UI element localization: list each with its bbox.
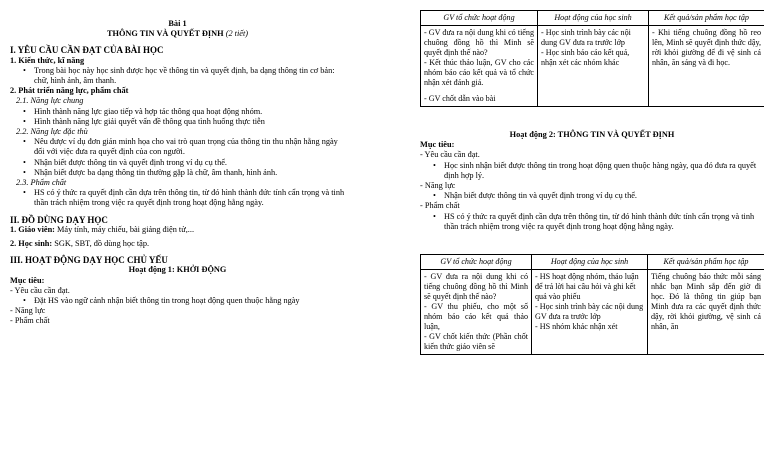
cell-paragraph: Tiếng chuông báo thức mỗi sáng nhắc bạn Minh sắp đến giờ đi học. Đó là thông tin giúp bạn Minh đưa ra các quyết định thức dậy, rời khỏi giường, vệ sinh cá nhân, ăn [651,272,761,332]
activity-1-title: Hoạt động 1: KHỞI ĐỘNG [128,265,227,275]
cell-paragraph: - Kết thúc thảo luận, GV cho các nhóm báo cáo kết quả và tổ chức nhận xét đánh giá. [424,58,534,87]
materials-student-label: 2. Học sinh: [10,239,53,249]
table-cell [648,270,765,355]
list-item: • Hình thành năng lực giao tiếp và hợp tác thông qua hoạt động nhóm. [10,107,345,117]
list-item: - Yêu cầu cần đạt. [420,150,480,160]
page-gutter [380,0,381,468]
lesson-duration: (2 tiết) [225,29,249,39]
lesson-number: Bài 1 [168,19,187,28]
list-item: - Phẩm chất [420,201,460,211]
table-header: Kết quả/sản phẩm học tập [649,11,765,26]
table-header: GV tổ chức hoạt động [421,11,538,26]
right-page [420,0,764,468]
cell-paragraph: - GV chốt dẫn vào bài [424,94,496,103]
cell-paragraph: - GV đưa ra nội dung khi có tiếng chuông đồng hồ thì Minh sẽ quyết định thế nào? [424,272,528,302]
cell-paragraph: - Khi tiếng chuông đồng hồ reo lên, Minh sẽ quyết định thức dậy, rời khỏi giường để đi vệ sinh cá nhân, ăn sáng và đi học. [652,28,761,67]
activity-1-table [420,10,764,107]
cell-paragraph: - HS nhóm khác nhận xét [535,322,618,332]
cell-paragraph: - GV chốt kiến thức (Phần chốt kiến thức giáo viên sẽ [424,332,528,352]
materials-teacher-label: 1. Giáo viên: [10,224,55,234]
table-row [421,26,765,107]
table-cell [649,26,765,107]
table-header: GV tổ chức hoạt động [421,255,532,270]
table-header: Hoạt động của học sinh [532,255,648,270]
activity-2-title: Hoạt động 2: THÔNG TIN VÀ QUYẾT ĐỊNH [509,130,675,139]
section-2-title: II. ĐỒ DÙNG DẠY HỌC [10,214,108,225]
table-header: Kết quả/sản phẩm học tập [648,255,765,270]
list-item: • Đặt HS vào ngữ cảnh nhận biết thông tin trong hoạt động quen thuộc hằng ngày [10,296,345,306]
list-item: - Năng lực [420,181,456,191]
list-item: • HS có ý thức ra quyết định cần dựa trên thông tin, từ đó hình thành đức tính cẩn trọng và tinh thần trách nhiệm trong việc ra quyết định trong hoạt động hằng ngày. [420,212,764,232]
activity-2-goal: Mục tiêu: [420,140,455,150]
section-3-title: III. HOẠT ĐỘNG DẠY HỌC CHỦ YẾU [10,255,168,266]
materials-teacher-text: Máy tính, máy chiếu, bài giảng điện tử,... [54,224,195,234]
cell-paragraph: - Học sinh trình bày các nội dung GV đưa ra trước lớp [535,302,644,322]
list-item: • Hình thành năng lực giải quyết vấn đề thông qua tình huống thực tiễn [10,117,345,127]
section-2-3-heading: 2.3. Phẩm chất [16,178,67,188]
section-1-sub-2: 2. Phát triển năng lực, phẩm chất [10,86,129,96]
list-item: - Năng lực [10,306,46,316]
list-item: - Yêu cầu cần đạt. [10,285,70,295]
table-header-row [421,255,765,270]
table-cell [538,26,649,107]
cell-paragraph: - GV thu phiếu, cho một số nhóm báo cáo kết quả thảo luận, [424,302,528,332]
cell-paragraph: - HS hoạt động nhóm, thảo luận để trả lời hai câu hỏi và ghi kết quả vào phiếu [535,272,639,302]
list-item: • Nhận biết được thông tin và quyết định trong ví dụ cụ thể. [10,158,345,168]
list-item: • Nhận biết được thông tin và quyết định trong ví dụ cụ thể. [420,191,764,201]
table-header-row [421,11,765,26]
section-2-2-heading: 2.2. Năng lực đặc thù [16,127,88,137]
list-item: • Nhận biết được ba dạng thông tin thường gặp là chữ, âm thanh, hình ảnh. [10,168,345,178]
list-item: • Nêu được ví dụ đơn giản minh họa cho vai trò quan trọng của thông tin thu nhận hằng ngày đối với việc đưa ra quyết định của con người. [10,137,345,157]
lesson-title-line [10,29,345,39]
activity-2-table [420,254,764,355]
section-1-sub-1-bullet: • Trong bài học này học sinh được học về thông tin và quyết định, ba dạng thông tin cơ bản: chữ, hình ảnh, âm thanh. [10,66,345,86]
lesson-title: THÔNG TIN VÀ QUYẾT ĐỊNH [106,29,224,39]
left-page [10,0,345,468]
section-1-title: I. YÊU CẦU CẦN ĐẠT CỦA BÀI HỌC [10,45,164,56]
table-header: Hoạt động của học sinh [538,11,649,26]
section-1-sub-1: 1. Kiến thức, kĩ năng [10,55,85,65]
cell-paragraph: - Học sinh báo cáo kết quả, nhận xét các nhóm khác [541,48,630,67]
table-cell [421,26,538,107]
table-row [421,270,765,355]
list-item: - Phẩm chất [10,316,50,326]
section-2-1-heading: 2.1. Năng lực chung [16,96,84,106]
activity-1-goal: Mục tiêu: [10,275,45,285]
table-cell [532,270,648,355]
table-cell [421,270,532,355]
list-item: • Học sinh nhận biết được thông tin trong hoạt động quen thuộc hàng ngày, qua đó đưa ra quyết định hợp lý. [420,161,764,181]
cell-paragraph: - Học sinh trình bày các nội dung GV đưa ra trước lớp [541,28,631,47]
cell-paragraph: - GV đưa ra nội dung khi có tiếng chuông đồng hồ thì Minh sẽ quyết định thế nào? [424,28,534,57]
list-item: • HS có ý thức ra quyết định cần dựa trên thông tin, từ đó hình thành đức tính cẩn trọng và tinh thần trách nhiệm trong việc ra quyết định trong hoạt động hằng ngày. [10,188,345,208]
materials-student [10,239,345,249]
materials-student-text: SGK, SBT, đồ dùng học tập. [52,239,150,249]
materials-teacher [10,225,345,235]
